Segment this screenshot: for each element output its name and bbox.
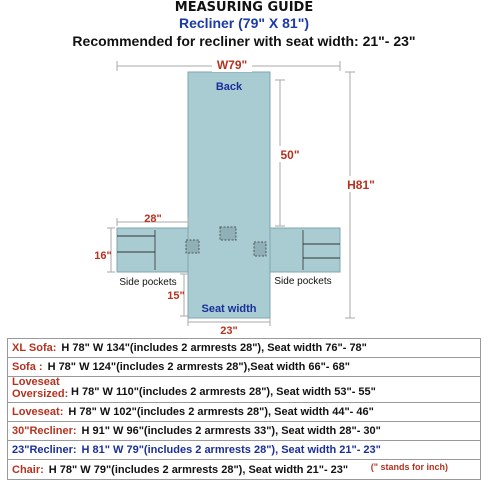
table-row-highlighted [8, 441, 480, 460]
seat-label: Seat width [201, 303, 257, 315]
table-row [8, 358, 480, 377]
table-row [8, 377, 480, 403]
table-row [8, 339, 480, 358]
size-name: Loveseat: [12, 406, 64, 418]
seat-width-label: 23" [220, 325, 238, 337]
right-pocket-label: Side pockets [274, 276, 332, 287]
size-spec: H 78" W 134"(includes 2 armrests 28"), Seat width 76"- 78" [61, 342, 367, 354]
size-name: Chair: [12, 463, 44, 476]
model-title: Recliner (79" X 81") [179, 15, 309, 31]
size-spec: H 91" W 96"(includes 2 armrests 33"), Seat width 28"- 30" [81, 425, 381, 437]
center-strap-icon [220, 227, 236, 240]
footnote: (" stands for inch) [370, 462, 448, 472]
pocket-height-label: 16" [94, 250, 112, 262]
armrest-width-label: 28" [144, 213, 162, 225]
table-row [8, 422, 480, 441]
back-label: Back [215, 81, 243, 93]
size-spec: H 78" W 124"(includes 2 armrests 28"),Seat width 66"- 68" [47, 361, 350, 373]
size-name: Loveseat Oversized: [12, 377, 69, 400]
guide-title: MEASURING GUIDE [174, 0, 314, 15]
size-name: XL Sofa: [12, 342, 57, 354]
seat-extension-label: 15" [167, 290, 185, 302]
size-name: 23"Recliner: [12, 444, 77, 456]
size-spec: H 78" W 79"(includes 2 armrests 28"), Seat width 21"- 23" [48, 463, 349, 476]
left-pocket-label: Side pockets [119, 277, 177, 288]
height-label: H81" [347, 178, 375, 192]
size-name: Sofa : [12, 361, 43, 373]
width-label: W79" [216, 58, 248, 72]
recommendation-text: Recommended for recliner with seat width: 21"- 23" [72, 33, 416, 49]
size-name: 30"Recliner: [12, 425, 77, 437]
back-length-label: 50" [280, 148, 300, 162]
left-strap-icon [186, 240, 199, 253]
size-table [7, 338, 481, 480]
size-spec: H 81" W 79"(includes 2 armrests 28"), Seat width 21"- 23" [81, 444, 381, 456]
size-spec: H 78" W 110"(includes 2 armrests 28"), Seat width 53"- 55" [71, 386, 376, 398]
size-spec: H 78" W 102"(includes 2 armrests 28"), Seat width 44"- 46" [68, 406, 374, 418]
table-row [8, 403, 480, 422]
right-strap-icon [254, 242, 266, 256]
